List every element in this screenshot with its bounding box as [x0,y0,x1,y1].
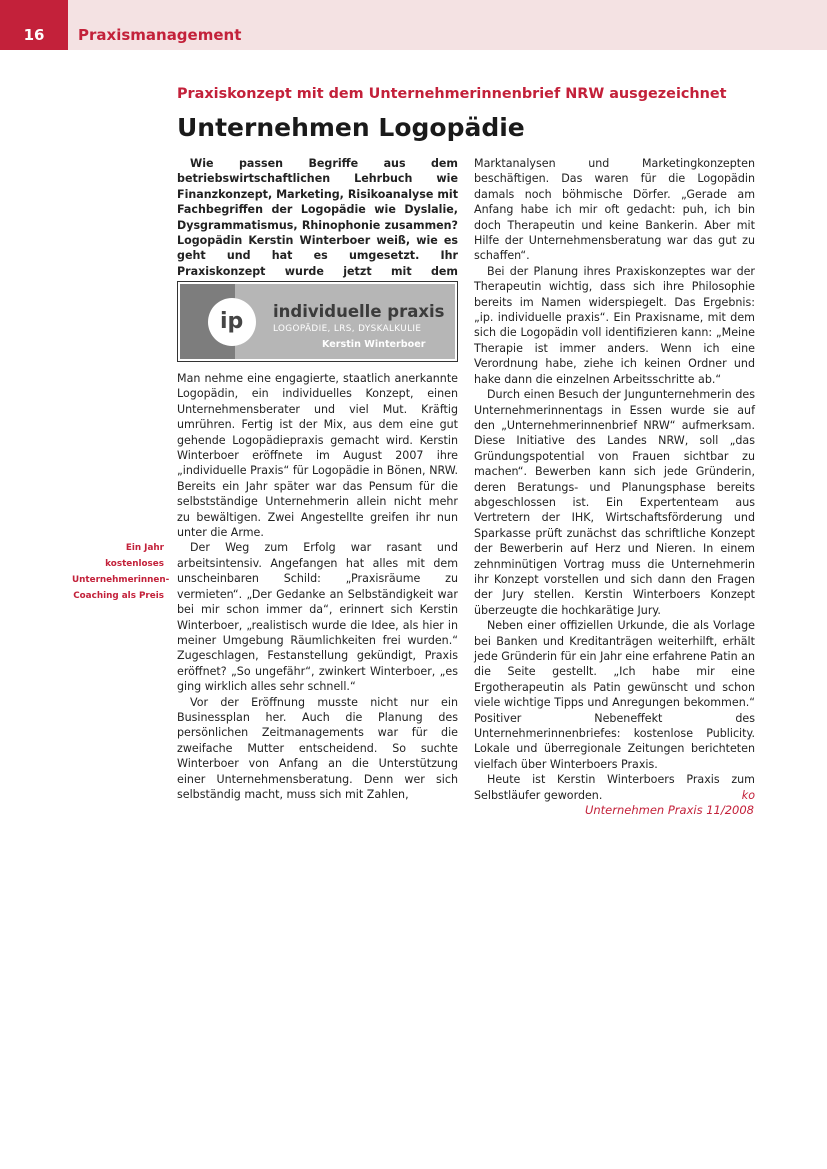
article-title: Unternehmen Logopädie [177,113,525,142]
paragraph: Vor der Eröffnung musste nicht nur ein Businessplan her. Auch die Planung des persönlichen Zeitmanagements war für die zweifache Mutter entscheidend. So suchte Winterboer von Anfang an die Unterstützung einer Unternehmensberatung. Denn wer sich selbständig macht, muss sich mit Zahlen, [177,695,458,801]
paragraph: Marktanalysen und Marketingkonzepten beschäftigen. Das waren für die Logopädin damals noch böhmische Dörfer. „Gerade am Anfang habe ich mir oft gedacht: puh, ich bin doch Therapeutin und keine Bankerin. Aber mit Hilfe der Unternehmensberatung war das gut zu schaffen“. [474,157,755,263]
paragraph: Bei der Planung ihres Praxiskonzeptes war der Therapeutin wichtig, dass sich ihre Philosophie bereits im Namen widerspiegelt. Das Ergebnis: „ip. individuelle praxis“. Ein Praxisname, mit dem sich die Logopädin voll identifizieren kann: „Meine Therapie ist immer anders. Wenn ich eine Verordnung habe, ziehe ich keinen Ordner und hake dann die einzelnen Arbeitsschritte ab.“ [474,264,755,386]
body-column-2 [474,156,755,803]
page-number: 16 [0,0,68,50]
paragraph: Man nehme eine engagierte, staatlich anerkannte Logopädin, ein individuelles Konzept, einen Unternehmensberater und viel Mut. Kräftig umrühren. Fertig ist der Mix, aus dem eine gut gehende Logopädiepraxis gemacht wird. Kerstin Winterboer eröffnete im August 2007 ihre „individuelle Praxis“ für Logopädie in Bönen, NRW. Bereits ein Jahr später war das Pensum für die selbstständige Unternehmerin allein nicht mehr zu bewältigen. Zwei Angestellte greifen ihr nun unter die Arme. [177,372,458,540]
author-signature: ko [741,788,755,802]
section-title: Praxismanagement [78,26,242,44]
logo-mark: ip [220,309,244,334]
paragraph [474,772,755,803]
logo-owner: Kerstin Winterboer [322,339,426,350]
article-lead: Wie passen Begriffe aus dem betriebswirtschaftlichen Lehrbuch wie Finanzkonzept, Marketing, Risikoanalyse mit Fachbegriffen der Logopädie wie Dyslalie, Dysgrammatismus, Rhinophonie zusammen? Logopädin Kerstin Winterboer weiß, wie es geht und hat es umgesetzt. Ihr Praxiskonzept wurde jetzt mit dem [177,157,458,278]
article-kicker: Praxiskonzept mit dem Unternehmerinnenbrief NRW ausgezeichnet [177,86,727,102]
paragraph: Neben einer offiziellen Urkunde, die als Vorlage bei Banken und Kreditanträgen weiterhilft, erhält jede Gründerin für ein Jahr eine erfahrene Patin an die Seite gestellt. „Ich habe mir eine Ergotherapeutin als Patin gewünscht und schon viele wichtige Tipps und Anregungen bekommen.“ Positiver Nebeneffekt des Unternehmerinnenbriefes: kostenlose Publicity. Lokale und überregionale Zeitungen berichteten vielfach über Winterboers Praxis. [474,619,756,771]
margin-note: Ein Jahr kostenloses Unternehmerinnen-Coaching als Preis [72,543,170,601]
lead-column [177,156,458,295]
footer-source: Unternehmen Praxis 11/2008 [584,803,754,817]
paragraph: Durch einen Besuch der Jungunternehmerin des Unternehmerinnentags in Essen wurde sie auf den „Unternehmerinnenbrief NRW“ aufmerksam. Diese Initiative des Landes NRW, soll „das Gründungspotential von Frauen sichtbar zu machen“. Bewerben kann sich jede Gründerin, deren Beratungs- und Planungsphase bereits abgeschlossen ist. Ein Expertenteam aus Vertretern der IHK, Wirtschaftsförderung und Sparkasse prüft zunächst das schriftliche Konzept der Bewerberin auf Herz und Nieren. In einem zehnminütigen Vortrag muss die Unternehmerin ihr Konzept vorstellen und sich dann den Fragen der Jury stellen. Kerstin Winterboers Konzept überzeugte die hochkarätige Jury. [474,388,755,617]
logo-subtitle: LOGOPÄDIE, LRS, DYSKALKULIE [273,324,422,334]
practice-logo [177,281,458,362]
body-column-1 [177,371,458,802]
logo-name: individuelle praxis [273,302,445,321]
closing-text: Heute ist Kerstin Winterboers Praxis zum Selbstläufer geworden. [474,773,755,802]
paragraph: Der Weg zum Erfolg war rasant und arbeitsintensiv. Angefangen hat alles mit dem unscheinbaren Schild: „Praxisräume zu vermieten“. „Der Gedanke an Selbständigkeit war bei mir schon immer da“, erinnert sich Kerstin Winterboer, „realistisch wurde die Idee, als hier in meiner Umgebung Räumlichkeiten frei wurden.“ Zugeschlagen, Festanstellung gekündigt, Praxis eröffnet? „So ungefähr“, zwinkert Winterboer, „es ging wirklich alles sehr schnell.“ [177,541,458,694]
